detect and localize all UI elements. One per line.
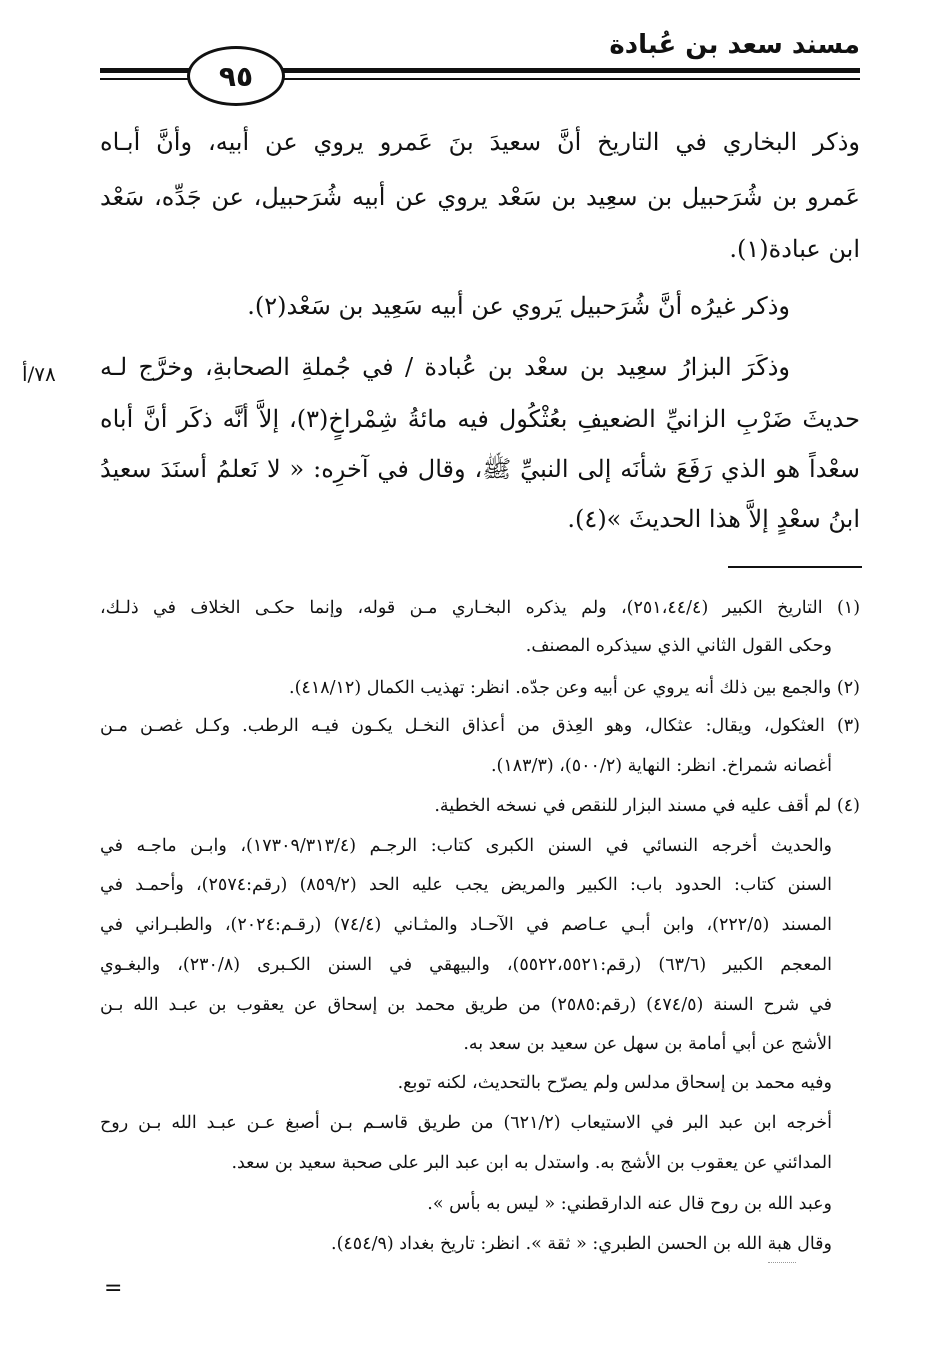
page-number-oval — [187, 46, 285, 106]
footnote-line: الأشج عن أبي أمامة بن سهل عن سعيد بن سعد به. — [463, 1034, 832, 1054]
main-line: سعْداً هو الذي رَفَعَ شأنَه إلى النبيِّ ﷺ، وقال في آخرِه: « لا نَعلمُ أسنَدَ سعيدُ — [100, 455, 860, 483]
footnote-line: وقال هبة الله بن الحسن الطبري: « ثقة ». انظر: تاريخ بغداد (٤٥٤/٩). — [331, 1234, 832, 1254]
page-end-mark: = — [104, 1276, 123, 1301]
footnote-line: وحكى القول الثاني الذي سيذكره المصنف. — [525, 636, 832, 656]
main-line: حديثَ ضَرْبِ الزانيِّ الضعيفِ بعُثْكُول فيه مائةُ شِمْراخٍ(٣)، إلاَّ أنَّه ذكَر أنَّ أباه — [100, 405, 860, 433]
ink-dots — [768, 1262, 796, 1265]
footnote-line: المدائني عن يعقوب بن الأشج به. واستدل به ابن عبد البر على صحبة سعيد بن سعد. — [231, 1153, 832, 1173]
footnote-line: (٣) العثكول، ويقال: عثكال، وهو العِذق من أعذاق النخـل يكـون فيـه الرطب. وكـل غصـن مـن — [100, 716, 860, 736]
footnote-line: وعبد الله بن روح قال عنه الدارقطني: « ليس به بأس ». — [427, 1194, 832, 1214]
page-number: ٩٥ — [218, 59, 254, 93]
margin-folio-note: ٧٨/أ — [22, 362, 56, 386]
footnote-line: أغصانه شمراخ. انظر: النهاية (٥٠٠/٢)، (١٨٣/٣). — [490, 756, 832, 776]
running-header-title: مسند سعد بن عُبادة — [609, 30, 860, 60]
footnote-line: المعجم الكبير (٦٣/٦) (رقم:٥٥٢٢،٥٥٢١)، والبيهقي في السنن الكـبرى (٢٣٠/٨)، والبغـوي — [100, 955, 832, 975]
main-line: وذكر غيرُه أنَّ شُرَحبيل يَروي عن أبيه سَعِيد بن سَعْد(٢). — [247, 292, 790, 320]
footnote-line: (٤) لم أقف عليه في مسند البزار للنقص في نسخه الخطية. — [434, 796, 860, 816]
main-line: وذكَرَ البزارُ سعِيد بن سعْد بن عُبادة / في جُملةِ الصحابةِ، وخرَّج لـه — [100, 353, 790, 381]
footnote-line: أخرجه ابن عبد البر في الاستيعاب (٦٢١/٢) من طريق قاسـم بـن أصبغ عـن عبـد الله بـن روح — [100, 1113, 832, 1133]
footnote-line: السنن كتاب: الحدود باب: الكبير والمريض يجب عليه الحد (٨٥٩/٢) (رقم:٢٥٧٤)، وأحمـد في — [100, 875, 833, 895]
footnote-line: (٢) والجمع بين ذلك أنه يروي عن أبيه وعن جدّه. انظر: تهذيب الكمال (٤١٨/١٢). — [289, 678, 860, 698]
footnote-line: (١) التاريخ الكبير (٢٥١،٤٤/٤)، ولم يذكره البخـاري مـن قوله، وإنما حكـى الخلاف في ذلـك، — [100, 598, 861, 618]
footnote-line: وفيه محمد بن إسحاق مدلس ولم يصرّح بالتحديث، لكنه توبع. — [397, 1073, 832, 1093]
main-line: وذكر البخاري في التاريخ أنَّ سعيدَ بنَ عَمرو يروي عن أبيه، وأنَّ أبـاه — [100, 128, 860, 156]
footnote-separator — [728, 566, 862, 568]
main-line: ابنُ سعْدٍ إلاَّ هذا الحديثَ »(٤). — [567, 505, 860, 533]
main-line: عَمرو بن شُرَحبيل بن سعِيد بن سَعْد يروي عن أبيه شُرَحبيل، عن جَدِّه، سَعْد — [100, 183, 860, 211]
footnote-line: والحديث أخرجه النسائي في السنن الكبرى كتاب: الرجـم (١٧٣٠٩/٣١٣/٤)، وابـن ماجـه في — [100, 836, 833, 856]
footnote-line: المسند (٢٢٢/٥)، وابن أبـي عـاصم في الآحـاد والمثـاني (٧٤/٤) (رقـم:٢٠٢٤)، والطبـراني في — [100, 915, 832, 935]
footnote-line: في شرح السنة (٤٧٤/٥) (رقم:٢٥٨٥) من طريق محمد بن إسحاق عن يعقوب بن عبـد الله بـن — [100, 995, 832, 1015]
main-line: ابن عبادة(١). — [729, 235, 860, 263]
